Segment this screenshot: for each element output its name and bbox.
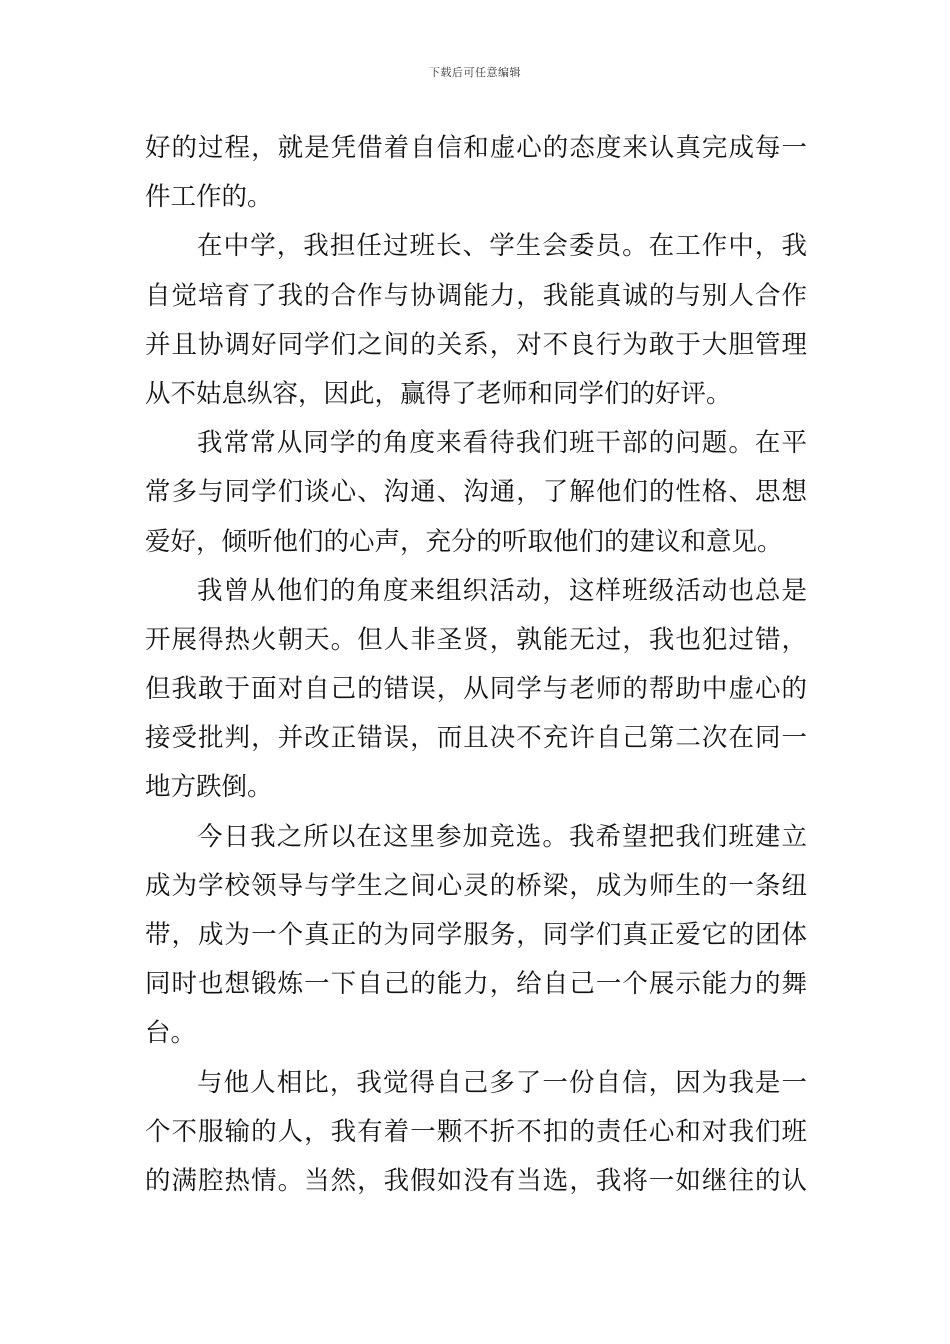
text-line: 在中学，我担任过班长、学生会委员。在工作中，我: [197, 231, 807, 262]
text-line: 我曾从他们的角度来组织活动，这样班级活动也总是: [197, 575, 807, 606]
text-line: 开展得热火朝天。但人非圣贤，孰能无过，我也犯过错，: [145, 624, 807, 655]
text-line: 爱好，倾听他们的心声，充分的听取他们的建议和意见。: [145, 526, 783, 557]
text-line: 的满腔热情。当然，我假如没有当选，我将一如继往的认: [145, 1165, 807, 1196]
page-header: 下载后可任意编辑: [429, 66, 521, 79]
text-line: 与他人相比，我觉得自己多了一份自信，因为我是一: [197, 1067, 807, 1098]
text-line: 成为学校领导与学生之间心灵的桥梁，成为师生的一条纽: [145, 870, 807, 901]
text-line: 我常常从同学的角度来看待我们班干部的问题。在平: [197, 428, 807, 459]
text-line: 地方跌倒。: [145, 772, 273, 803]
text-line: 从不姑息纵容，因此，赢得了老师和同学们的好评。: [145, 378, 732, 409]
text-line: 自觉培育了我的合作与协调能力，我能真诚的与别人合作: [145, 280, 807, 311]
text-line: 常多与同学们谈心、沟通、沟通，了解他们的性格、思想: [145, 477, 807, 508]
text-line: 并且协调好同学们之间的关系，对不良行为敢于大胆管理: [145, 329, 807, 360]
text-line: 带，成为一个真正的为同学服务，同学们真正爱它的团体: [145, 920, 807, 950]
text-line: 个不服输的人，我有着一颗不折不扣的责任心和对我们班: [145, 1116, 807, 1147]
text-line: 好的过程，就是凭借着自信和虚心的态度来认真完成每一: [145, 133, 807, 163]
body-text: [145, 124, 807, 1206]
text-line: 台。: [145, 1018, 197, 1049]
text-line: 同时也想锻炼一下自己的能力，给自己一个展示能力的舞: [145, 969, 807, 1000]
text-line: 但我敢于面对自己的错误，从同学与老师的帮助中虚心的: [145, 674, 807, 705]
text-line: 接受批判，并改正错误，而且决不充许自己第二次在同一: [145, 723, 807, 754]
text-line: 今日我之所以在这里参加竞选。我希望把我们班建立: [197, 821, 807, 852]
text-line: 件工作的。: [145, 182, 273, 213]
